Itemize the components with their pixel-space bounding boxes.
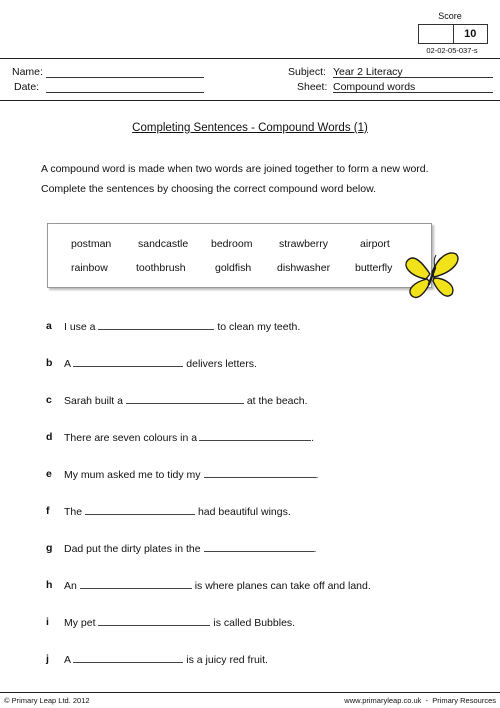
copyright: © Primary Leap Ltd. 2012	[4, 696, 90, 705]
answer-blank[interactable]	[98, 616, 210, 626]
question-f: The had beautiful wings.	[64, 506, 291, 518]
date-label: Date:	[14, 81, 40, 93]
word-bank-item: rainbow	[71, 262, 108, 274]
website-link[interactable]: www.primaryleap.co.uk - Primary Resources	[344, 696, 496, 705]
name-label: Name:	[12, 66, 43, 78]
question-h: An is where planes can take off and land.	[64, 580, 371, 592]
question-j: A is a juicy red fruit.	[64, 654, 268, 666]
instruction-line-2: Complete the sentences by choosing the correct compound word below.	[41, 183, 377, 195]
question-letter: a	[46, 320, 52, 332]
question-letter: g	[46, 542, 53, 554]
answer-blank[interactable]	[204, 542, 314, 552]
question-i: My pet is called Bubbles.	[64, 617, 296, 629]
instruction-line-1: A compound word is made when two words are joined together to form a new word.	[41, 163, 429, 175]
word-bank-item: bedroom	[211, 238, 253, 250]
header-rule	[0, 100, 500, 101]
sheet-code: 02-02-05-037-s	[426, 46, 478, 55]
score-total: 10	[464, 28, 477, 40]
question-letter: c	[46, 394, 52, 406]
answer-blank[interactable]	[126, 394, 244, 404]
question-a: I use a to clean my teeth.	[64, 321, 301, 333]
answer-blank[interactable]	[73, 357, 183, 367]
question-g: Dad put the dirty plates in the .	[64, 543, 317, 555]
answer-blank[interactable]	[199, 431, 311, 441]
sheet-value: Compound words	[333, 81, 493, 93]
question-letter: h	[46, 579, 53, 591]
question-letter: e	[46, 468, 52, 480]
word-bank-item: toothbrush	[136, 262, 186, 274]
answer-blank[interactable]	[80, 579, 192, 589]
question-letter: d	[46, 431, 53, 443]
word-bank	[47, 223, 432, 288]
score-entry-cell[interactable]	[419, 25, 454, 43]
question-letter: i	[46, 616, 49, 628]
answer-blank[interactable]	[73, 653, 183, 663]
word-bank-item: airport	[360, 238, 390, 250]
answer-blank[interactable]	[204, 468, 316, 478]
top-rule	[0, 58, 500, 59]
score-box	[418, 24, 488, 44]
instructions	[41, 159, 471, 199]
footer-rule	[0, 692, 500, 693]
name-field[interactable]	[46, 77, 204, 78]
question-e: My mum asked me to tidy my .	[64, 469, 319, 481]
date-field[interactable]	[46, 92, 204, 93]
worksheet-title: Completing Sentences - Compound Words (1)	[132, 122, 368, 134]
question-d: There are seven colours in a .	[64, 432, 314, 444]
word-bank-item: strawberry	[279, 238, 329, 250]
word-bank-item: goldfish	[215, 262, 252, 274]
question-c: Sarah built a at the beach.	[64, 395, 308, 407]
subject-label: Subject:	[288, 66, 326, 78]
subject-value: Year 2 Literacy	[333, 66, 493, 78]
sheet-label: Sheet:	[297, 81, 328, 93]
answer-blank[interactable]	[98, 320, 214, 330]
answer-blank[interactable]	[85, 505, 195, 515]
question-b: A delivers letters.	[64, 358, 257, 370]
word-bank-item: sandcastle	[138, 238, 189, 250]
question-letter: f	[46, 505, 50, 517]
butterfly-icon	[400, 248, 462, 308]
question-letter: j	[46, 653, 49, 665]
word-bank-item: butterfly	[355, 262, 393, 274]
score-label: Score	[438, 11, 462, 21]
word-bank-item: dishwasher	[277, 262, 331, 274]
question-letter: b	[46, 357, 53, 369]
word-bank-item: postman	[71, 238, 112, 250]
